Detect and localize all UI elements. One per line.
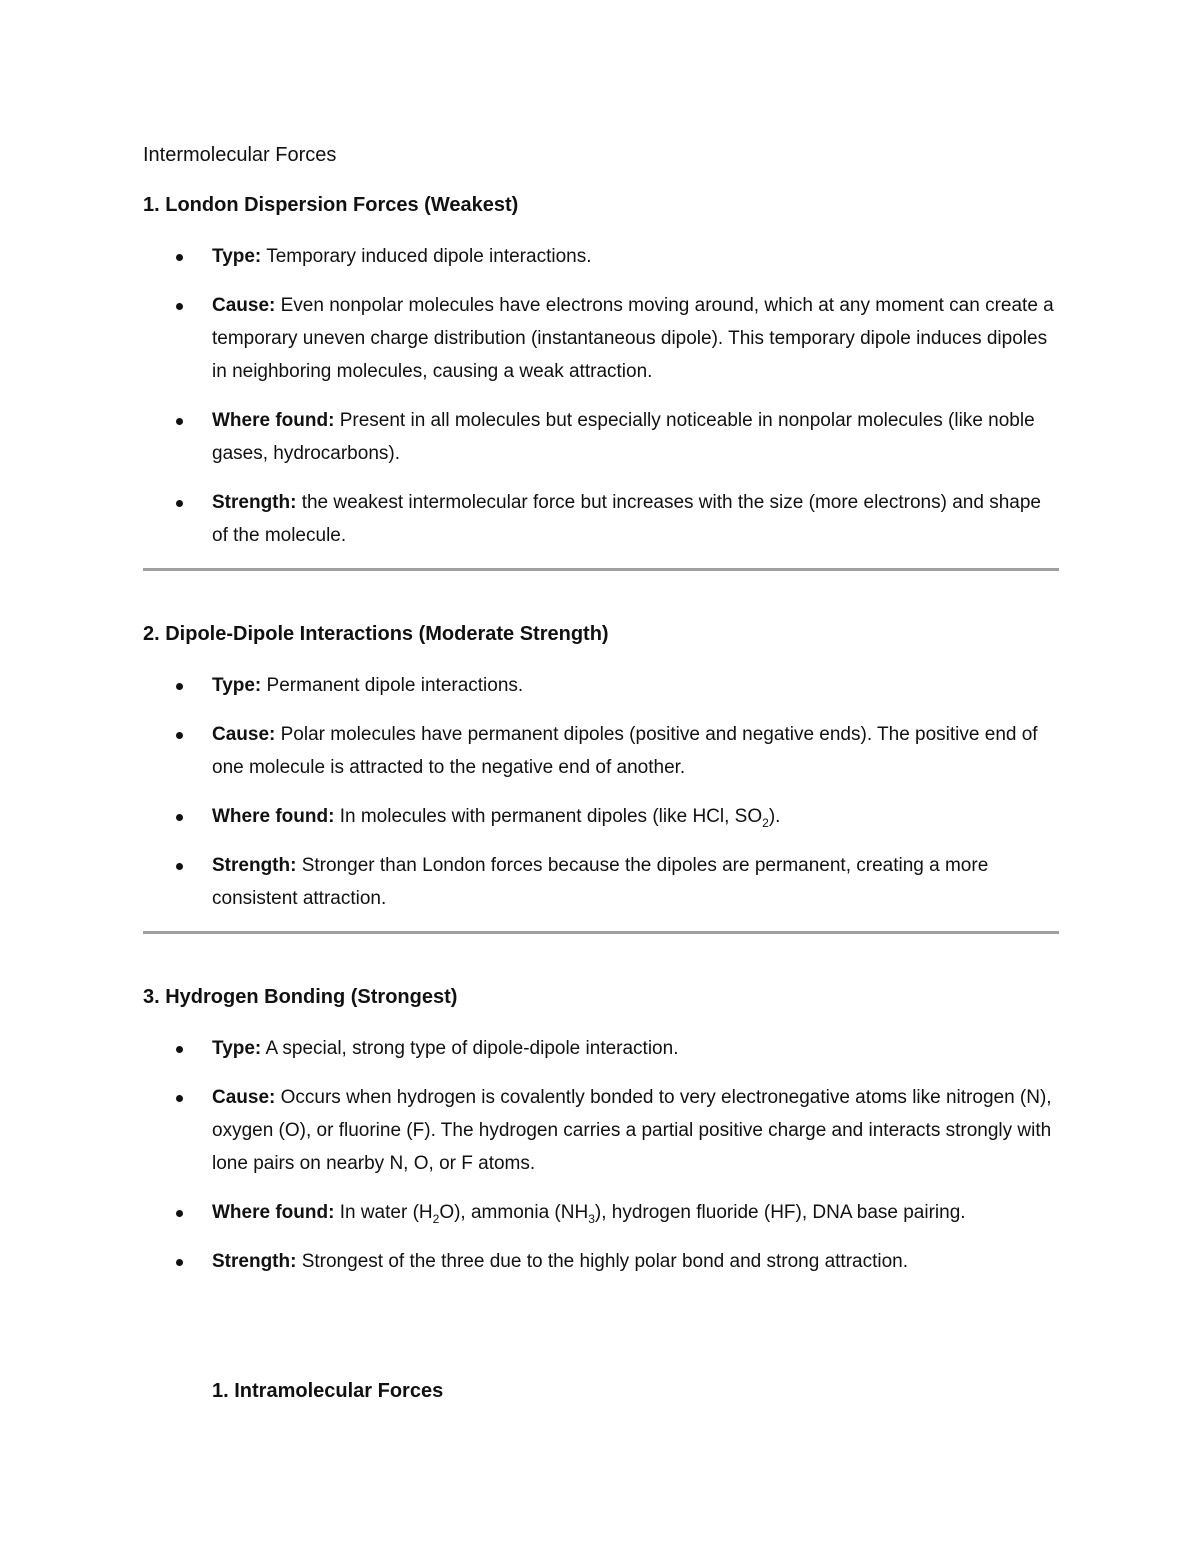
list-item xyxy=(143,718,1059,784)
intramolecular-heading: 1. Intramolecular Forces xyxy=(212,1380,444,1402)
item-label: Where found: xyxy=(212,410,335,431)
item-text: In water (H xyxy=(334,1202,433,1223)
list-item xyxy=(143,849,1059,915)
section-heading: 3. Hydrogen Bonding (Strongest) xyxy=(143,986,458,1008)
bullet-icon xyxy=(176,732,183,739)
item-label: Where found: xyxy=(212,806,335,827)
item-text: ), hydrogen fluoride (HF), DNA base pairing. xyxy=(594,1202,966,1223)
list-item xyxy=(143,240,1059,273)
section-london-dispersion xyxy=(143,190,1059,552)
item-text: Strongest of the three due to the highly polar bond and strong attraction. xyxy=(296,1251,909,1272)
item-text: Permanent dipole interactions. xyxy=(261,675,524,696)
item-label: Type: xyxy=(212,675,262,696)
bullet-icon xyxy=(176,814,183,821)
section-heading: 2. Dipole-Dipole Interactions (Moderate Strength) xyxy=(143,623,609,645)
bullet-icon xyxy=(176,418,183,425)
list-item xyxy=(143,486,1059,552)
list-item xyxy=(143,800,1059,833)
item-text: Present in all molecules but especially noticeable in nonpolar molecules (like noble gases, hydrocarbons). xyxy=(212,410,1035,464)
horizontal-divider xyxy=(143,568,1059,571)
item-text: A special, strong type of dipole-dipole interaction. xyxy=(261,1038,679,1059)
item-text: In molecules with permanent dipoles (like HCl, SO xyxy=(334,806,763,827)
item-label: Type: xyxy=(212,1038,262,1059)
subscript: 2 xyxy=(762,815,769,830)
bullet-list xyxy=(143,240,1059,552)
bullet-icon xyxy=(176,254,183,261)
item-label: Strength: xyxy=(212,492,297,513)
item-label: Cause: xyxy=(212,724,276,745)
item-text: the weakest intermolecular force but increases with the size (more electrons) and shape of the molecule. xyxy=(212,492,1041,546)
item-text: ). xyxy=(768,806,781,827)
item-label: Type: xyxy=(212,246,262,267)
bullet-icon xyxy=(176,303,183,310)
subscript: 3 xyxy=(588,1211,595,1226)
bullet-icon xyxy=(176,1259,183,1266)
document-title: Intermolecular Forces xyxy=(143,144,337,166)
bullet-list xyxy=(143,669,1059,915)
section-dipole-dipole xyxy=(143,619,1059,915)
section-hydrogen-bonding xyxy=(143,982,1059,1278)
list-item xyxy=(143,1032,1059,1065)
bullet-list xyxy=(143,1032,1059,1278)
bullet-icon xyxy=(176,863,183,870)
list-item xyxy=(143,289,1059,388)
horizontal-divider xyxy=(143,931,1059,934)
bullet-icon xyxy=(176,683,183,690)
list-item xyxy=(143,404,1059,470)
bullet-icon xyxy=(176,1095,183,1102)
bullet-icon xyxy=(176,500,183,507)
list-item xyxy=(143,1081,1059,1180)
item-text: Stronger than London forces because the dipoles are permanent, creating a more consistent attraction. xyxy=(212,855,989,909)
item-label: Strength: xyxy=(212,855,297,876)
list-item xyxy=(143,1196,1059,1229)
document-page xyxy=(143,140,1059,1294)
item-text: O), ammonia (NH xyxy=(439,1202,589,1223)
item-text: Temporary induced dipole interactions. xyxy=(261,246,592,267)
item-label: Strength: xyxy=(212,1251,297,1272)
item-text: Even nonpolar molecules have electrons moving around, which at any moment can create a temporary uneven charge distribution (instantaneous dipole). This temporary dipole induces dipoles in neighboring molecules, causing a weak attraction. xyxy=(212,295,1054,382)
list-item xyxy=(143,669,1059,702)
section-heading: 1. London Dispersion Forces (Weakest) xyxy=(143,194,519,216)
subscript: 2 xyxy=(432,1211,440,1226)
bullet-icon xyxy=(176,1046,183,1053)
item-text: Polar molecules have permanent dipoles (positive and negative ends). The positive end of one molecule is attracted to the negative end of another. xyxy=(212,724,1038,778)
item-text: Occurs when hydrogen is covalently bonded to very electronegative atoms like nitrogen (N), oxygen (O), or fluorine (F). The hydrogen carries a partial positive charge and interacts strongly with lone pairs on nearby N, O, or F atoms. xyxy=(212,1087,1052,1174)
item-label: Cause: xyxy=(212,295,276,316)
list-item xyxy=(143,1245,1059,1278)
item-label: Where found: xyxy=(212,1202,335,1223)
item-label: Cause: xyxy=(212,1087,276,1108)
bullet-icon xyxy=(176,1210,183,1217)
